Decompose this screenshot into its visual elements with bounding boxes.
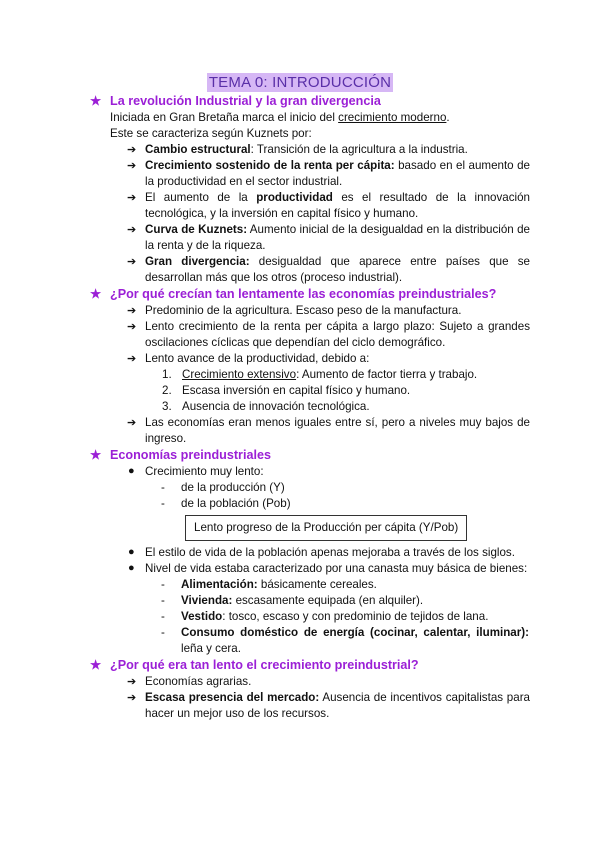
document-content [0, 93, 600, 722]
section-heading-4 [90, 657, 600, 674]
arrow-icon: ➔ [127, 353, 137, 365]
item-bold: Crecimiento sostenido de la renta per cápita: [145, 159, 395, 172]
arrow-icon: ➔ [127, 321, 137, 333]
item-text: : tosco, escaso y con predominio de tejidos de lana. [222, 610, 489, 623]
dash-marker: - [161, 578, 165, 591]
bullet-item [128, 561, 530, 577]
list-item [127, 415, 530, 447]
underlined-term: Crecimiento extensivo [182, 368, 297, 381]
bullet-item [128, 464, 530, 480]
item-text: básicamente cereales. [257, 578, 377, 591]
section-heading-1 [90, 93, 600, 110]
list-item [127, 690, 531, 722]
item-text: Ausencia de innovación tecnológica. [182, 400, 370, 413]
dash-marker: - [161, 626, 165, 639]
star-icon: ★ [90, 658, 102, 672]
list-item [127, 158, 531, 190]
list-item [127, 674, 530, 690]
item-bold: productividad [256, 191, 333, 204]
dash-marker: - [161, 610, 165, 623]
section-heading-text: Economías preindustriales [110, 448, 271, 462]
list-item [127, 351, 530, 367]
numbered-item [162, 367, 527, 383]
intro-paragraph-2: Este se caracteriza según Kuznets por: [110, 127, 312, 140]
item-text: Economías agrarias. [145, 675, 252, 688]
bullet-icon: ● [128, 546, 135, 558]
sub-item [161, 496, 529, 512]
section-heading-text: ¿Por qué crecían tan lentamente las economías preindustriales? [110, 287, 497, 301]
highlight-box: Lento progreso de la Producción per cápita (Y/Pob) [185, 515, 467, 541]
item-text: escasamente equipada (en alquiler). [232, 594, 424, 607]
sub-item [161, 593, 529, 609]
item-bold: Vivienda: [181, 594, 233, 607]
item-bold: Escasa presencia del mercado: [145, 691, 320, 704]
dash-marker: - [161, 594, 165, 607]
item-text: basado en el aumento de la productividad en el sector industrial. [145, 159, 531, 188]
arrow-icon: ➔ [127, 676, 137, 688]
item-number: 1. [162, 368, 172, 381]
intro-text: Iniciada en Gran Bretaña marca el inicio del [110, 111, 339, 124]
item-text: : Transición de la agricultura a la industria. [250, 143, 468, 156]
item-text: Escasa inversión en capital físico y humano. [182, 384, 411, 397]
list-item [127, 190, 530, 222]
item-text: Ausencia de incentivos capitalistas para hacer un mejor uso de los recursos. [145, 691, 531, 720]
item-bold: Curva de Kuznets: [145, 223, 248, 236]
list-item [127, 142, 530, 158]
item-text: de la población (Pob) [181, 497, 291, 510]
sub-item [161, 577, 529, 593]
item-bold: Gran divergencia: [145, 255, 250, 268]
item-text: : Aumento de factor tierra y trabajo. [296, 368, 478, 381]
item-number: 3. [162, 400, 172, 413]
sub-item [161, 625, 529, 657]
item-text: Nivel de vida estaba caracterizado por una canasta muy básica de bienes: [145, 562, 528, 575]
arrow-icon: ➔ [127, 692, 137, 704]
arrow-icon: ➔ [127, 160, 137, 172]
item-text: El aumento de la [145, 191, 257, 204]
list-item [127, 222, 530, 254]
item-text: Las economías eran menos iguales entre sí, pero a niveles muy bajos de ingreso. [145, 416, 530, 445]
arrow-icon: ➔ [127, 224, 137, 236]
bullet-icon: ● [128, 465, 135, 477]
bullet-icon: ● [128, 562, 135, 574]
item-text: Predominio de la agricultura. Escaso peso de la manufactura. [145, 304, 462, 317]
item-text: Lento crecimiento de la renta per cápita a largo plazo: Sujeto a grandes oscilaciones cíclicas que dependían del ciclo demográfico. [145, 320, 530, 349]
sub-item [161, 480, 529, 496]
star-icon: ★ [90, 448, 102, 462]
section-heading-text: ¿Por qué era tan lento el crecimiento preindustrial? [110, 658, 419, 672]
sub-item [161, 609, 529, 625]
title-wrap [0, 73, 600, 92]
arrow-icon: ➔ [127, 305, 137, 317]
star-icon: ★ [90, 94, 102, 108]
item-bold: Vestido [181, 610, 223, 623]
intro-paragraph [110, 110, 465, 126]
numbered-item [162, 399, 527, 415]
section-heading-2 [90, 286, 600, 303]
dash-marker: - [161, 497, 165, 510]
item-text: Lento avance de la productividad, debido a: [145, 352, 370, 365]
item-text: desigualdad que aparece entre países que se desarrollan más que los otros (proceso industrial). [145, 255, 530, 284]
item-text: es el resultado de la innovación tecnológica, y la inversión en capital físico y humano. [145, 191, 530, 220]
arrow-icon: ➔ [127, 256, 137, 268]
list-item [127, 254, 530, 286]
intro-end: . [446, 111, 450, 124]
arrow-icon: ➔ [127, 192, 137, 204]
item-bold: Cambio estructural [145, 143, 251, 156]
item-text: Crecimiento muy lento: [145, 465, 264, 478]
list-item [127, 303, 530, 319]
item-number: 2. [162, 384, 172, 397]
section-heading-3 [90, 447, 600, 464]
highlight-box-wrap [185, 515, 600, 541]
item-text: Aumento inicial de la desigualdad en la distribución de la renta y de la riqueza. [145, 223, 530, 252]
section-heading-text: La revolución Industrial y la gran divergencia [110, 94, 381, 108]
star-icon: ★ [90, 287, 102, 301]
item-bold: Consumo doméstico de energía (cocinar, calentar, iluminar): [181, 626, 529, 639]
arrow-icon: ➔ [127, 144, 137, 156]
dash-marker: - [161, 481, 165, 494]
item-text: El estilo de vida de la población apenas mejoraba a través de los siglos. [145, 546, 515, 559]
bullet-item [128, 545, 530, 561]
item-text: leña y cera. [181, 642, 241, 655]
page-title: TEMA 0: INTRODUCCIÓN [208, 74, 392, 91]
arrow-icon: ➔ [127, 417, 137, 429]
numbered-item [162, 383, 527, 399]
item-text: de la producción (Y) [181, 481, 285, 494]
underlined-term: crecimiento moderno [338, 111, 447, 124]
item-bold: Alimentación: [181, 578, 258, 591]
list-item [127, 319, 530, 351]
